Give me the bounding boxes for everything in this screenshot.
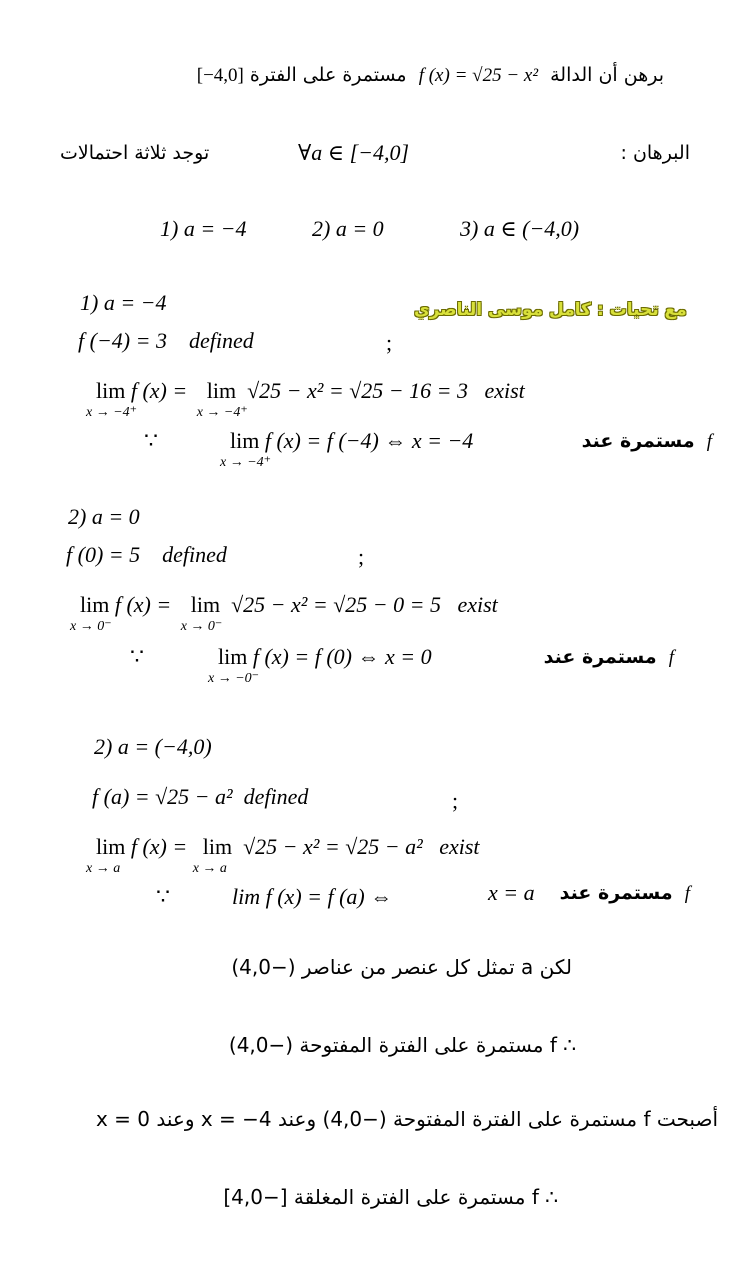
case3-value: f (a) = √25 − a² defined [92,784,309,809]
case1-conclusion: lim x → −4⁺ f (x) = f (−4) ⇔ x = −4 [220,428,474,470]
case-list-3: 3) a ∈ (−4,0) [460,216,580,241]
case3-conclusion-ar: f مستمرة عند [559,882,690,904]
case1-because: ∵ [144,428,158,453]
footer-line-3: أصبحت f مستمرة على الفترة المفتوحة (−4,0) وعند x = −4 وعند x = 0 [95,1107,718,1131]
case2-conclusion-ar: f مستمرة عند [543,646,674,668]
case3-conclusion: lim f (x) = f (a) ⇔ [232,884,393,909]
case2-semicolon: ; [358,544,365,569]
case-list-2: 2) a = 0 [312,216,384,241]
case2-heading: 2) a = 0 [68,504,140,529]
case3-limit: lim x → a f (x) = lim x → a √25 − x² = √25 − a² exist [86,834,480,876]
proof-label: البرهان : [620,142,690,164]
case1-conclusion-ar: f مستمرة عند [581,430,712,452]
problem-statement [197,62,664,89]
forall-statement: ∀a ∈ [−4,0] [298,140,410,165]
footer-line-2: ∴ f مستمرة على الفترة المفتوحة (−4,0) [228,1033,576,1057]
case3-semicolon: ; [452,788,459,813]
case2-conclusion: lim x → −0⁻ f (x) = f (0) ⇔ x = 0 [208,644,432,686]
case1-limit: lim x → −4⁺ f (x) = lim x → −4⁺ √25 − x² = √25 − 16 = 3 exist [86,378,525,420]
case1-heading: 1) a = −4 [80,290,167,315]
footer-line-4: ∴ f مستمرة على الفترة المغلقة [−4,0] [223,1185,558,1209]
footer-line-1: لكن a تمثل كل عنصر من عناصر (−4,0) [231,955,572,979]
case1-semicolon: ; [386,330,393,355]
case2-value: f (0) = 5 defined [66,542,227,567]
interval: [−4,0] [196,65,244,86]
case2-limit: lim x → 0⁻ f (x) = lim x → 0⁻ √25 − x² = √25 − 0 = 5 exist [70,592,498,634]
case3-conclusion-x: x = a [488,880,535,905]
case-list-1: 1) a = −4 [160,216,247,241]
case3-heading: 2) a = (−4,0) [94,734,212,759]
function-definition: f (x) = √25 − x² [418,65,539,86]
cases-count-text: توجد ثلاثة احتمالات [60,142,210,164]
statement-prefix: برهن أن الدالة [550,64,664,86]
case1-value: f (−4) = 3 defined [78,328,254,353]
case2-because: ∵ [130,644,144,669]
statement-suffix: مستمرة على الفترة [249,64,407,86]
author-watermark: مع تحيات : كامل موسى الناصري [414,300,687,320]
case3-because: ∵ [156,884,170,909]
